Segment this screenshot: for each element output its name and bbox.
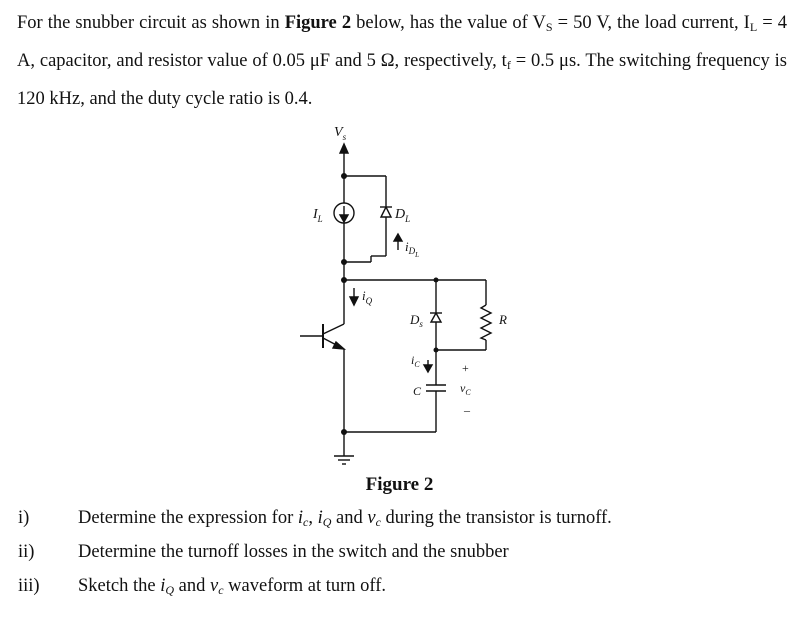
label-ic: $i_C$ [411, 353, 420, 369]
figure-reference: Figure 2 [284, 13, 352, 33]
tf-subscript: f [506, 58, 511, 72]
bjt-emitter-arrow [333, 342, 344, 349]
current-source-arrow-head [340, 215, 348, 222]
iq-arrow-head [350, 297, 358, 305]
question-3-number: iii) [18, 576, 40, 596]
problem-text-5: = 0.5 μs. The switching frequency is 120 kHz, and the duty cycle ratio is 0.4. [17, 51, 788, 109]
label-il: $I_L$ [313, 207, 323, 224]
problem-text-1: For the snubber circuit as shown in [17, 13, 285, 33]
node-emitter [341, 429, 347, 435]
label-vc-minus: – [464, 403, 470, 417]
node-collector [341, 277, 347, 283]
vs-arrow [340, 144, 348, 153]
node-cap-top [434, 348, 439, 353]
label-vs: $V_s$ [334, 125, 347, 142]
figure-caption: Figure 2 [365, 474, 434, 495]
question-2-text: Determine the turnoff losses in the switch and the snubber [78, 542, 509, 562]
node-ds-top [434, 278, 439, 283]
question-1-number: i) [18, 508, 30, 528]
bjt-collector-lead [323, 324, 344, 334]
label-r: R [499, 312, 507, 327]
question-2-number: ii) [18, 542, 35, 562]
diode-dl-body [381, 207, 391, 217]
problem-text-2: below, has the value of V [351, 13, 546, 33]
ic-arrow-head [424, 365, 432, 372]
label-c: C [413, 384, 422, 398]
diode-ds-body [431, 313, 441, 322]
node-dl-return [341, 259, 347, 265]
resistor-r [481, 305, 491, 340]
label-dl: $D_L$ [395, 207, 411, 224]
il-subscript: L [749, 20, 758, 34]
label-idl: $i_{DL}$ [405, 239, 420, 259]
label-ds: $D_s$ [410, 312, 423, 329]
vs-subscript: S [545, 20, 553, 34]
problem-text-4: = 4 A, capacitor, and resistor value of 0.05 μF and 5 Ω, respectively, t [17, 13, 787, 71]
label-vc: $v_C$ [460, 381, 471, 397]
question-3-text: Sketch the $i_Q$ and $v_c$ waveform at turn off. [78, 576, 387, 597]
label-iq: $i_Q$ [362, 288, 373, 306]
node-top-left [341, 173, 347, 179]
label-vc-plus: + [462, 361, 469, 375]
problem-text-3: = 50 V, the load current, I [552, 13, 750, 33]
question-1-text: Determine the expression for $i_c$, $i_Q$ and $v_c$ during the transistor is turnoff. [78, 508, 612, 529]
idl-arrow-head [394, 234, 402, 241]
